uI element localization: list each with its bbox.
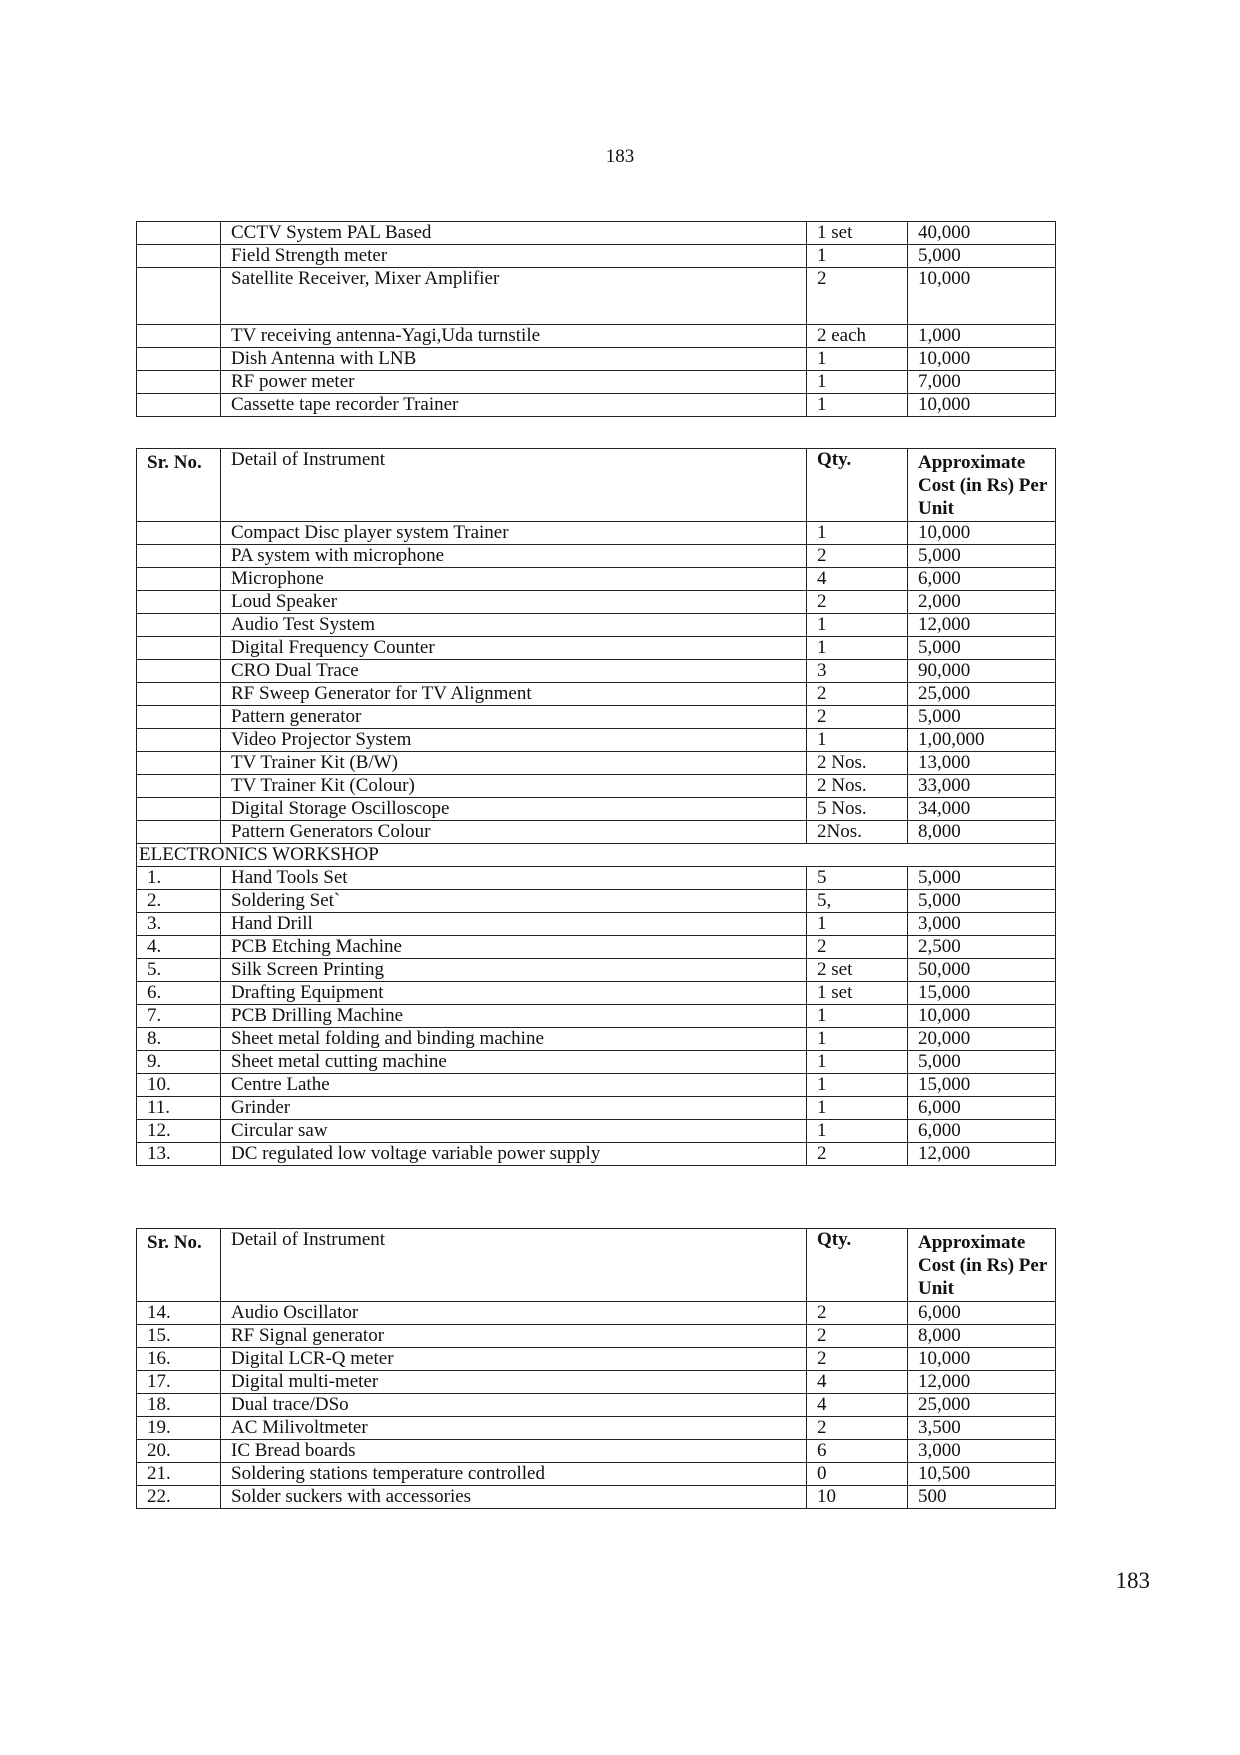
cell-qty: 2 — [807, 545, 908, 568]
cell-detail: Hand Drill — [221, 913, 807, 936]
table-row — [137, 394, 1056, 417]
cell-detail: Loud Speaker — [221, 591, 807, 614]
cell-detail: Audio Test System — [221, 614, 807, 637]
cell-cost: 6,000 — [908, 568, 1056, 591]
cell-cost: 5,000 — [908, 245, 1056, 268]
cell-detail: PA system with microphone — [221, 545, 807, 568]
table-row — [137, 660, 1056, 683]
cell-cost: 15,000 — [908, 1074, 1056, 1097]
cell-sr: 1. — [137, 867, 221, 890]
cell-sr — [137, 821, 221, 844]
section-row — [137, 844, 1056, 867]
cell-sr — [137, 568, 221, 591]
cell-sr: 15. — [137, 1325, 221, 1348]
cell-qty: 2 — [807, 591, 908, 614]
table-row — [137, 1348, 1056, 1371]
cell-qty: 1 — [807, 348, 908, 371]
cell-cost: 15,000 — [908, 982, 1056, 1005]
table-header-row — [137, 449, 1056, 522]
table-row — [137, 325, 1056, 348]
cell-qty: 2 — [807, 1325, 908, 1348]
table-row — [137, 775, 1056, 798]
table-row — [137, 245, 1056, 268]
cell-cost: 5,000 — [908, 867, 1056, 890]
cell-cost: 3,000 — [908, 1440, 1056, 1463]
cell-qty: 1 — [807, 394, 908, 417]
cell-detail: Digital Storage Oscilloscope — [221, 798, 807, 821]
table-row — [137, 1143, 1056, 1166]
cell-cost: 90,000 — [908, 660, 1056, 683]
cell-detail: Field Strength meter — [221, 245, 807, 268]
cell-qty: 2Nos. — [807, 821, 908, 844]
cell-detail: Circular saw — [221, 1120, 807, 1143]
cell-sr — [137, 683, 221, 706]
cell-detail: CRO Dual Trace — [221, 660, 807, 683]
table-row — [137, 522, 1056, 545]
cell-qty: 2 each — [807, 325, 908, 348]
cell-detail: TV Trainer Kit (B/W) — [221, 752, 807, 775]
cell-sr — [137, 522, 221, 545]
cell-qty: 2 — [807, 1143, 908, 1166]
cell-cost: 8,000 — [908, 1325, 1056, 1348]
cell-detail: Audio Oscillator — [221, 1302, 807, 1325]
cell-cost: 3,000 — [908, 913, 1056, 936]
table-row — [137, 222, 1056, 245]
table-row — [137, 1120, 1056, 1143]
table-row — [137, 545, 1056, 568]
table-row — [137, 568, 1056, 591]
cell-detail: Dish Antenna with LNB — [221, 348, 807, 371]
cell-cost: 8,000 — [908, 821, 1056, 844]
cell-qty: 10 — [807, 1486, 908, 1509]
table-row — [137, 890, 1056, 913]
table-row — [137, 1417, 1056, 1440]
instrument-table-3 — [136, 1228, 1056, 1509]
cell-cost: 50,000 — [908, 959, 1056, 982]
cell-cost: 12,000 — [908, 1143, 1056, 1166]
header-qty: Qty. — [807, 1229, 908, 1302]
cell-sr: 22. — [137, 1486, 221, 1509]
page-number-top: 183 — [605, 146, 635, 167]
cell-sr: 10. — [137, 1074, 221, 1097]
cell-detail: RF Signal generator — [221, 1325, 807, 1348]
cell-detail: Sheet metal folding and binding machine — [221, 1028, 807, 1051]
cell-sr: 2. — [137, 890, 221, 913]
table-row — [137, 729, 1056, 752]
cell-qty: 6 — [807, 1440, 908, 1463]
cell-sr: 7. — [137, 1005, 221, 1028]
cell-sr: 3. — [137, 913, 221, 936]
cell-cost: 10,000 — [908, 348, 1056, 371]
cell-sr: 4. — [137, 936, 221, 959]
cell-qty: 0 — [807, 1463, 908, 1486]
cell-detail: DC regulated low voltage variable power supply — [221, 1143, 807, 1166]
cell-detail: Drafting Equipment — [221, 982, 807, 1005]
table-row — [137, 1463, 1056, 1486]
table-row — [137, 867, 1056, 890]
cell-sr: 21. — [137, 1463, 221, 1486]
cell-detail: Pattern generator — [221, 706, 807, 729]
table-row — [137, 913, 1056, 936]
cell-cost: 2,000 — [908, 591, 1056, 614]
cell-detail: Sheet metal cutting machine — [221, 1051, 807, 1074]
cell-detail: Satellite Receiver, Mixer Amplifier — [221, 268, 807, 325]
cell-detail: Dual trace/DSo — [221, 1394, 807, 1417]
cell-qty: 5 — [807, 867, 908, 890]
cell-sr: 16. — [137, 1348, 221, 1371]
table-header-row — [137, 1229, 1056, 1302]
cell-qty: 2 — [807, 936, 908, 959]
cell-detail: PCB Etching Machine — [221, 936, 807, 959]
cell-qty: 1 — [807, 614, 908, 637]
cell-detail: Pattern Generators Colour — [221, 821, 807, 844]
cell-qty: 1 set — [807, 222, 908, 245]
cell-detail: TV Trainer Kit (Colour) — [221, 775, 807, 798]
cell-cost: 10,500 — [908, 1463, 1056, 1486]
cell-qty: 1 set — [807, 982, 908, 1005]
table-row — [137, 1074, 1056, 1097]
cell-sr — [137, 591, 221, 614]
cell-detail: CCTV System PAL Based — [221, 222, 807, 245]
cell-cost: 6,000 — [908, 1097, 1056, 1120]
cell-cost: 12,000 — [908, 1371, 1056, 1394]
cell-qty: 2 — [807, 268, 908, 325]
cell-cost: 500 — [908, 1486, 1056, 1509]
cell-sr — [137, 614, 221, 637]
cell-detail: Compact Disc player system Trainer — [221, 522, 807, 545]
cell-sr: 6. — [137, 982, 221, 1005]
table-row — [137, 959, 1056, 982]
cell-sr — [137, 371, 221, 394]
cell-qty: 1 — [807, 1005, 908, 1028]
cell-detail: IC Bread boards — [221, 1440, 807, 1463]
cell-qty: 1 — [807, 1097, 908, 1120]
cell-cost: 25,000 — [908, 683, 1056, 706]
header-sr: Sr. No. — [137, 449, 221, 522]
cell-detail: Silk Screen Printing — [221, 959, 807, 982]
cell-detail: Soldering stations temperature controlled — [221, 1463, 807, 1486]
table-row — [137, 1394, 1056, 1417]
header-sr: Sr. No. — [137, 1229, 221, 1302]
cell-sr: 14. — [137, 1302, 221, 1325]
cell-detail: Grinder — [221, 1097, 807, 1120]
cell-detail: Cassette tape recorder Trainer — [221, 394, 807, 417]
cell-sr — [137, 394, 221, 417]
instrument-table-2 — [136, 448, 1056, 1166]
table-row — [137, 268, 1056, 325]
cell-sr: 5. — [137, 959, 221, 982]
cell-detail: Digital LCR-Q meter — [221, 1348, 807, 1371]
cell-cost: 12,000 — [908, 614, 1056, 637]
table-row — [137, 1325, 1056, 1348]
cell-sr — [137, 775, 221, 798]
cell-detail: Centre Lathe — [221, 1074, 807, 1097]
cell-qty: 1 — [807, 245, 908, 268]
cell-qty: 1 — [807, 913, 908, 936]
cell-sr — [137, 729, 221, 752]
cell-sr — [137, 752, 221, 775]
table-row — [137, 614, 1056, 637]
cell-cost: 6,000 — [908, 1120, 1056, 1143]
cell-sr — [137, 268, 221, 325]
cell-qty: 5 Nos. — [807, 798, 908, 821]
cell-sr — [137, 348, 221, 371]
table-row — [137, 821, 1056, 844]
cell-qty: 2 Nos. — [807, 752, 908, 775]
cell-detail: Microphone — [221, 568, 807, 591]
cell-qty: 1 — [807, 522, 908, 545]
cell-cost: 5,000 — [908, 890, 1056, 913]
cell-cost: 1,000 — [908, 325, 1056, 348]
cell-sr — [137, 545, 221, 568]
cell-sr: 11. — [137, 1097, 221, 1120]
cell-detail: Digital multi-meter — [221, 1371, 807, 1394]
cell-sr: 20. — [137, 1440, 221, 1463]
cell-cost: 1,00,000 — [908, 729, 1056, 752]
cell-qty: 2 — [807, 706, 908, 729]
table-row — [137, 1097, 1056, 1120]
cell-cost: 33,000 — [908, 775, 1056, 798]
cell-sr — [137, 637, 221, 660]
cell-sr: 13. — [137, 1143, 221, 1166]
cell-cost: 2,500 — [908, 936, 1056, 959]
cell-cost: 13,000 — [908, 752, 1056, 775]
table-row — [137, 1051, 1056, 1074]
cell-sr — [137, 798, 221, 821]
table-row — [137, 371, 1056, 394]
cell-qty: 5, — [807, 890, 908, 913]
cell-qty: 1 — [807, 1120, 908, 1143]
header-detail: Detail of Instrument — [221, 449, 807, 522]
cell-cost: 5,000 — [908, 637, 1056, 660]
cell-detail: Hand Tools Set — [221, 867, 807, 890]
cell-qty: 1 — [807, 371, 908, 394]
cell-qty: 4 — [807, 1371, 908, 1394]
cell-detail: Video Projector System — [221, 729, 807, 752]
cell-cost: 3,500 — [908, 1417, 1056, 1440]
cell-cost: 7,000 — [908, 371, 1056, 394]
cell-qty: 4 — [807, 1394, 908, 1417]
cell-sr — [137, 325, 221, 348]
cell-cost: 6,000 — [908, 1302, 1056, 1325]
cell-qty: 2 — [807, 1348, 908, 1371]
cell-qty: 1 — [807, 1074, 908, 1097]
cell-detail: Soldering Set` — [221, 890, 807, 913]
cell-detail: AC Milivoltmeter — [221, 1417, 807, 1440]
cell-qty: 1 — [807, 1051, 908, 1074]
cell-qty: 2 Nos. — [807, 775, 908, 798]
cell-cost: 25,000 — [908, 1394, 1056, 1417]
table-row — [137, 1028, 1056, 1051]
header-qty: Qty. — [807, 449, 908, 522]
cell-cost: 34,000 — [908, 798, 1056, 821]
table-row — [137, 637, 1056, 660]
cell-sr: 17. — [137, 1371, 221, 1394]
header-detail: Detail of Instrument — [221, 1229, 807, 1302]
table-row — [137, 752, 1056, 775]
table-row — [137, 1440, 1056, 1463]
cell-cost: 10,000 — [908, 394, 1056, 417]
table-row — [137, 798, 1056, 821]
cell-cost: 10,000 — [908, 1348, 1056, 1371]
page-number-bottom: 183 — [1115, 1568, 1150, 1593]
cell-sr: 9. — [137, 1051, 221, 1074]
header-cost: Approximate Cost (in Rs) Per Unit — [908, 449, 1056, 522]
cell-sr: 12. — [137, 1120, 221, 1143]
cell-qty: 2 — [807, 683, 908, 706]
cell-sr: 18. — [137, 1394, 221, 1417]
cell-detail: Digital Frequency Counter — [221, 637, 807, 660]
cell-cost: 10,000 — [908, 268, 1056, 325]
cell-detail: TV receiving antenna-Yagi,Uda turnstile — [221, 325, 807, 348]
cell-qty: 4 — [807, 568, 908, 591]
cell-sr — [137, 222, 221, 245]
cell-detail: Solder suckers with accessories — [221, 1486, 807, 1509]
cell-qty: 1 — [807, 637, 908, 660]
table-row — [137, 1486, 1056, 1509]
cell-qty: 1 — [807, 1028, 908, 1051]
cell-cost: 5,000 — [908, 706, 1056, 729]
cell-cost: 10,000 — [908, 1005, 1056, 1028]
cell-cost: 20,000 — [908, 1028, 1056, 1051]
table-row — [137, 683, 1056, 706]
section-title: ELECTRONICS WORKSHOP — [137, 844, 1056, 867]
cell-qty: 2 set — [807, 959, 908, 982]
table-row — [137, 936, 1056, 959]
cell-sr: 19. — [137, 1417, 221, 1440]
cell-qty: 2 — [807, 1302, 908, 1325]
table-row — [137, 1302, 1056, 1325]
cell-qty: 3 — [807, 660, 908, 683]
cell-sr: 8. — [137, 1028, 221, 1051]
instrument-table-1 — [136, 221, 1056, 417]
cell-cost: 10,000 — [908, 522, 1056, 545]
table-row — [137, 1371, 1056, 1394]
table-row — [137, 591, 1056, 614]
cell-detail: RF Sweep Generator for TV Alignment — [221, 683, 807, 706]
cell-detail: PCB Drilling Machine — [221, 1005, 807, 1028]
cell-detail: RF power meter — [221, 371, 807, 394]
table-row — [137, 982, 1056, 1005]
header-cost: Approximate Cost (in Rs) Per Unit — [908, 1229, 1056, 1302]
cell-cost: 5,000 — [908, 1051, 1056, 1074]
cell-cost: 40,000 — [908, 222, 1056, 245]
cell-sr — [137, 706, 221, 729]
cell-cost: 5,000 — [908, 545, 1056, 568]
cell-sr — [137, 245, 221, 268]
table-row — [137, 706, 1056, 729]
cell-qty: 1 — [807, 729, 908, 752]
table-row — [137, 1005, 1056, 1028]
cell-sr — [137, 660, 221, 683]
cell-qty: 2 — [807, 1417, 908, 1440]
table-row — [137, 348, 1056, 371]
